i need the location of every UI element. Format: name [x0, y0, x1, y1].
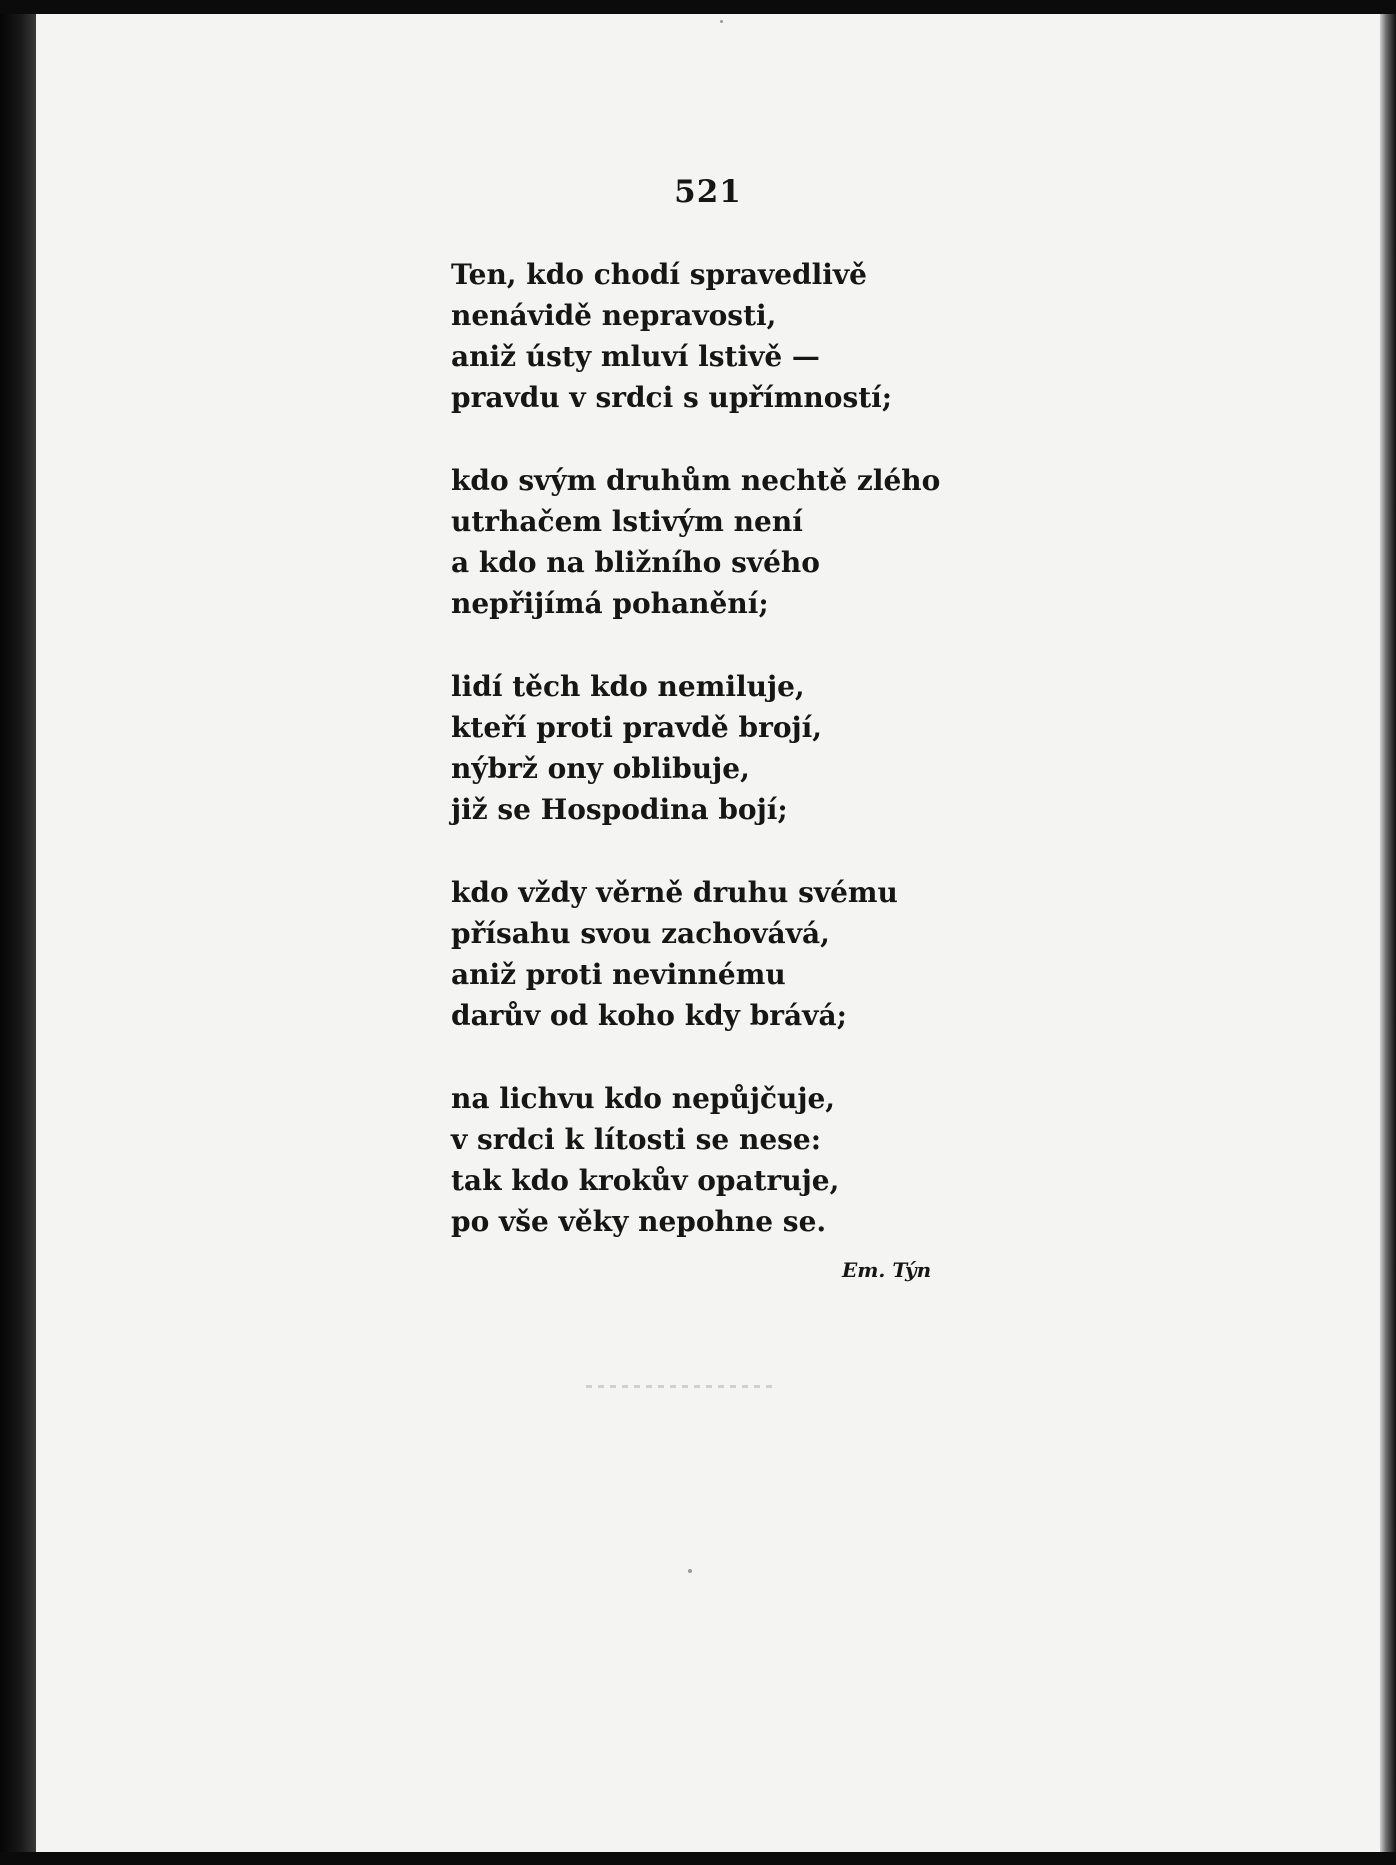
page-number: 521	[674, 174, 742, 210]
poem-line: po vše věky nepohne se.	[451, 1205, 827, 1238]
paper-sheet	[36, 14, 1380, 1852]
paper-speck	[688, 1569, 692, 1573]
poem-line: utrhačem lstivým není	[451, 505, 803, 538]
stanza-4	[451, 872, 940, 1036]
poem-line: lidí těch kdo nemiluje,	[451, 670, 805, 703]
paper-speck	[720, 20, 723, 23]
stanza-1	[451, 254, 940, 418]
poem-line: přísahu svou zachovává,	[451, 917, 830, 950]
poem-line: již se Hospodina bojí;	[451, 793, 788, 826]
stanza-2	[451, 460, 940, 624]
binding-shadow	[0, 14, 36, 1852]
poem-line: kdo svým druhům nechtě zlého	[451, 464, 941, 497]
poem-line: na lichvu kdo nepůjčuje,	[451, 1082, 836, 1115]
poem-line: nepřijímá pohanění;	[451, 587, 769, 620]
ink-smudge	[586, 1385, 776, 1388]
poem-line: nenávidě nepravosti,	[451, 299, 777, 332]
poem-line: Ten, kdo chodí spravedlivě	[451, 258, 867, 291]
poem-line: nýbrž ony oblibuje,	[451, 752, 750, 785]
poem-line: kdo vždy věrně druhu svému	[451, 876, 898, 909]
poem-line: aniž ústy mluví lstivě —	[451, 340, 820, 373]
author-signature: Em. Týn	[842, 1258, 932, 1282]
stanza-5	[451, 1078, 940, 1242]
page-edge-shadow	[1380, 14, 1396, 1852]
poem-line: a kdo na bližního svého	[451, 546, 820, 579]
poem	[451, 254, 940, 1284]
stanza-3	[451, 666, 940, 830]
poem-line: kteří proti pravdě brojí,	[451, 711, 823, 744]
poem-line: pravdu v srdci s upřímností;	[451, 381, 893, 414]
poem-line: v srdci k lítosti se nese:	[451, 1123, 822, 1156]
poem-line: aniž proti nevinnému	[451, 958, 786, 991]
poem-line: darův od koho kdy brává;	[451, 999, 847, 1032]
poem-line: tak kdo krokův opatruje,	[451, 1164, 840, 1197]
